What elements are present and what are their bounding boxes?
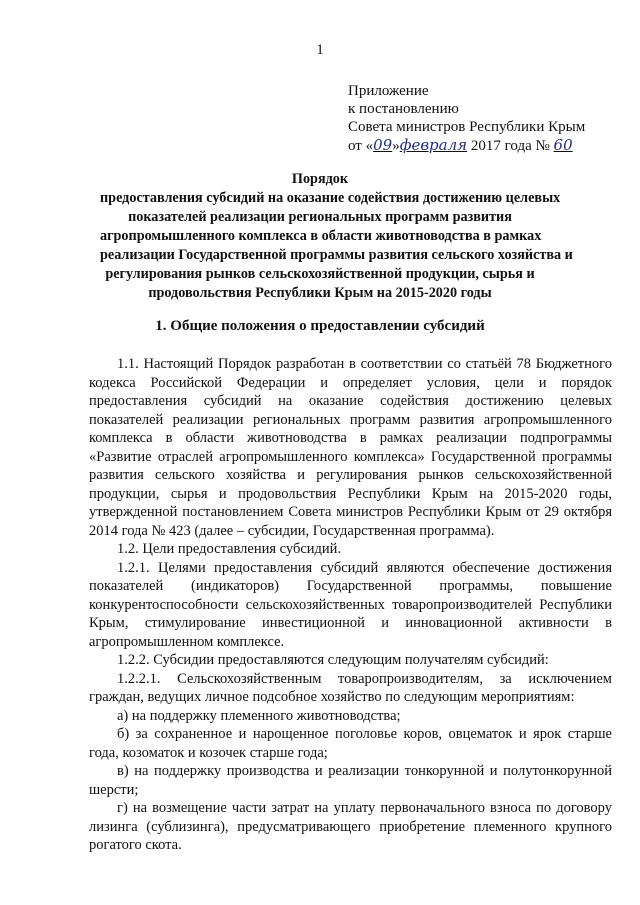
number-handwritten: 60	[553, 136, 573, 154]
date-month-handwritten: февраля	[399, 136, 468, 154]
title-line: показателей реализации региональных программ развития	[128, 209, 512, 225]
paragraph: 1.2.1. Целями предоставления субсидий являются обеспечение достижения показателей (индикаторов) Государственной программы, повышение конкурентоспособности сельскохозяйственных товаропроизводителей Республики Крым, стимулирование инвестиционной и инновационной активности в агропромышленном комплексе.	[89, 559, 612, 650]
appendix-line: к постановлению	[348, 101, 459, 117]
title-line: реализации Государственной программы развития сельского хозяйства и	[100, 247, 573, 263]
appendix-line: Совета министров Республики Крым	[348, 119, 586, 135]
date-prefix: от «	[348, 138, 374, 154]
date-year: 2017 года №	[470, 138, 550, 154]
date-day-handwritten: 09	[373, 136, 393, 154]
title-line: Порядок	[291, 171, 349, 187]
paragraph: 1.2.2.1. Сельскохозяйственным товаропроизводителям, за исключением граждан, ведущих личное подсобное хозяйство по следующим мероприятиям:	[89, 670, 612, 705]
list-item: а) на поддержку племенного животноводства;	[117, 707, 401, 724]
list-item: г) на возмещение части затрат на уплату первоначального взноса по договору лизинга (сублизинга), предусматривающего приобретение племенного крупного рогатого скота.	[89, 800, 612, 853]
appendix-date-line	[348, 136, 638, 155]
paragraph: 1.1. Настоящий Порядок разработан в соответствии со статьёй 78 Бюджетного кодекса Российской Федерации и определяет условия, цели и порядок предоставления субсидий на оказание содействия достижению целевых показателей реализации региональных программ развития агропромышленного комплекса в области животноводства в рамках реализации подпрограммы «Развитие отраслей агропромышленного комплекса» Государственной программы развития сельского хозяйства и регулирования рынков сельскохозяйственной продукции, сырья и продовольствия Республики Крым на 2015-2020 годы, утвержденной постановлением Совета министров Республики Крым от 29 октября 2014 года № 423 (далее – субсидии, Государственная программа).	[89, 356, 612, 539]
title-line: регулирования рынков сельскохозяйственной продукции, сырья и	[105, 266, 535, 282]
document-body	[89, 355, 612, 855]
paragraph: 1.2.2. Субсидии предоставляются следующим получателям субсидий:	[117, 652, 549, 668]
title-line: предоставления субсидий на оказание содействия достижению целевых	[100, 190, 561, 206]
section-heading: 1. Общие положения о предоставлении субсидий	[155, 318, 485, 334]
appendix-block	[348, 82, 638, 155]
title-line: продовольствия Республики Крым на 2015-2020 годы	[148, 285, 492, 301]
date-mid: »	[392, 138, 400, 154]
paragraph: 1.2. Цели предоставления субсидий.	[117, 541, 342, 557]
document-title	[100, 170, 573, 303]
list-item: б) за сохраненное и нарощенное поголовье коров, овцематок и ярок старше года, козоматок и козочек старше года;	[89, 726, 612, 761]
appendix-line: Приложение	[348, 83, 429, 99]
title-line: агропромышленного комплекса в области животноводства в рамках	[100, 228, 542, 244]
list-item: в) на поддержку производства и реализации тонкорунной и полутонкорунной шерсти;	[89, 763, 612, 798]
page-number: 1	[316, 42, 324, 58]
